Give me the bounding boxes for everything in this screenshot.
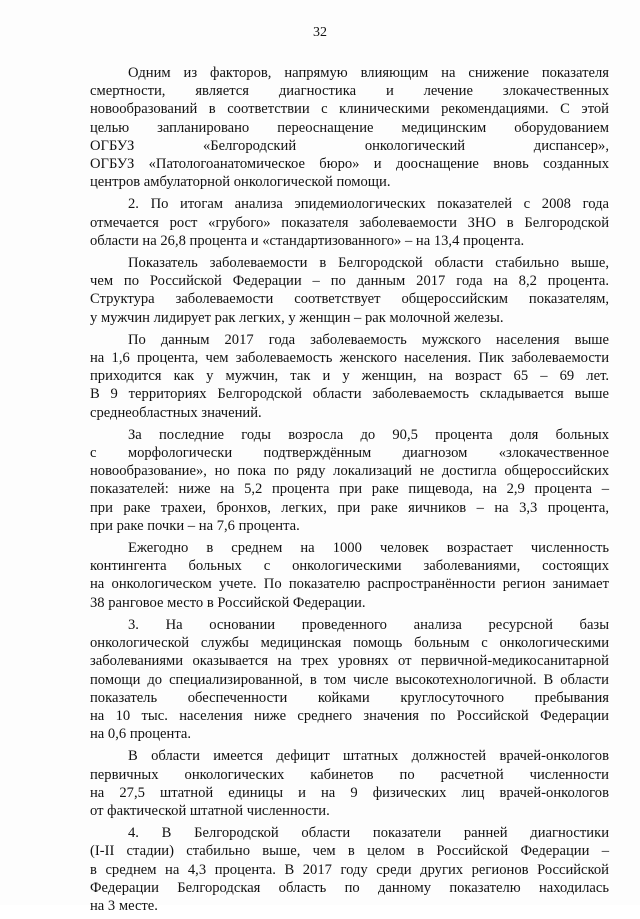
paragraph (90, 64, 609, 191)
text-line: 38 ранговое место в Российской Федерации. (90, 594, 366, 611)
text-line: от фактической штатной численности. (90, 802, 330, 819)
text-line: новообразование», но пока по ряду локализаций не достигла общероссийских (90, 463, 609, 480)
paragraph (90, 254, 609, 327)
text-line: 2. По итогам анализа эпидемиологических показателей с 2008 года (128, 196, 609, 213)
text-line: целью запланировано переоснащение медицинским оборудованием (90, 119, 609, 136)
text-line: на 1,6 процента, чем заболеваемость женского населения. Пик заболеваемости (90, 350, 609, 367)
text-line: (I-II стадии) стабильно выше, чем в целом в Российской Федерации – (90, 843, 609, 860)
text-line: новообразований в соответствии с клиническими рекомендациями. С этой (90, 101, 609, 118)
text-line: на онкологическом учете. По показателю распространённости регион занимает (90, 576, 609, 593)
text-line: Одним из факторов, напрямую влияющим на снижение показателя (128, 65, 609, 81)
text-line: центров амбулаторной онкологической помощи. (90, 174, 391, 191)
text-line: 3. На основании проведенного анализа ресурсной базы (128, 616, 609, 633)
text-line: области на 26,8 процента и «стандартизованного» – на 13,4 процента. (90, 232, 525, 249)
text-line: показатель обеспеченности койками круглосуточного пребывания (90, 689, 609, 706)
page-number: 32 (313, 25, 327, 40)
paragraph (90, 616, 609, 743)
paragraph (90, 539, 609, 612)
text-line: контингента больных с онкологическими заболеваниями, состоящих (90, 558, 609, 575)
paragraph (90, 331, 609, 422)
text-line: 4. В Белгородской области показатели ранней диагностики (128, 825, 609, 842)
text-line: В 9 территориях Белгородской области заболеваемость складывается выше (90, 386, 609, 403)
text-line: чем по Российской Федерации – по данным 2017 года на 8,2 процента. (90, 273, 609, 290)
paragraph (90, 426, 609, 535)
paragraph (90, 747, 609, 820)
text-line: Структура заболеваемости соответствует общероссийским показателям, (90, 291, 609, 308)
text-line: приходится как у мужчин, так и у женщин, на возраст 65 – 69 лет. (90, 368, 609, 385)
text-line: на 27,5 штатной единицы и на 9 физических лиц врачей-онкологов (90, 784, 609, 801)
text-line: Показатель заболеваемости в Белгородской области стабильно выше, (128, 255, 609, 272)
text-line: помощи до специализированной, в том числе высокотехнологичной. В области (90, 671, 609, 688)
text-line: первичных онкологических кабинетов по расчетной численности (90, 766, 609, 783)
text-line: В области имеется дефицит штатных должностей врачей-онкологов (128, 748, 609, 765)
text-line: с морфологически подтверждённым диагнозом «злокачественное (90, 445, 609, 462)
text-line: при раке почки – на 7,6 процента. (90, 517, 300, 534)
text-line: у мужчин лидирует рак легких, у женщин – рак молочной железы. (90, 309, 504, 326)
text-line: среднеобластных значений. (90, 404, 262, 421)
paragraph (90, 195, 609, 250)
text-line: на 3 месте. (90, 897, 158, 914)
text-line: при раке трахеи, бронхов, легких, при раке яичников – на 3,3 процента, (90, 499, 609, 516)
text-line: на 10 тыс. населения ниже среднего значения по Российской Федерации (90, 707, 609, 724)
document-body (90, 64, 609, 919)
text-line: ОГБУЗ «Патологоанатомическое бюро» и дооснащение вновь созданных (90, 156, 609, 173)
text-line: в среднем на 4,3 процента. В 2017 году среди других регионов Российской (90, 861, 609, 878)
text-line: Ежегодно в среднем на 1000 человек возрастает численность (128, 540, 609, 557)
text-line: показателей: ниже на 5,2 процента при раке пищевода, на 2,9 процента – (90, 481, 609, 498)
text-line: отмечается рост «грубого» показателя заболеваемости ЗНО в Белгородской (90, 214, 609, 231)
text-line: Федерации Белгородская область по данному показателю находилась (90, 879, 609, 896)
text-line: заболеваниями оказывается на трех уровнях от первичной-медикосанитарной (90, 653, 609, 670)
text-line: на 0,6 процента. (90, 726, 192, 743)
paragraph (90, 824, 609, 915)
text-line: За последние годы возросла до 90,5 процента доля больных (128, 426, 609, 443)
text-line: онкологической службы медицинская помощь больным с онкологическими (90, 635, 609, 652)
text-line: По данным 2017 года заболеваемость мужского населения выше (128, 331, 609, 348)
text-line: ОГБУЗ «Белгородский онкологический диспансер», (90, 137, 609, 154)
text-line: смертности, является диагностика и лечение злокачественных (90, 83, 609, 100)
